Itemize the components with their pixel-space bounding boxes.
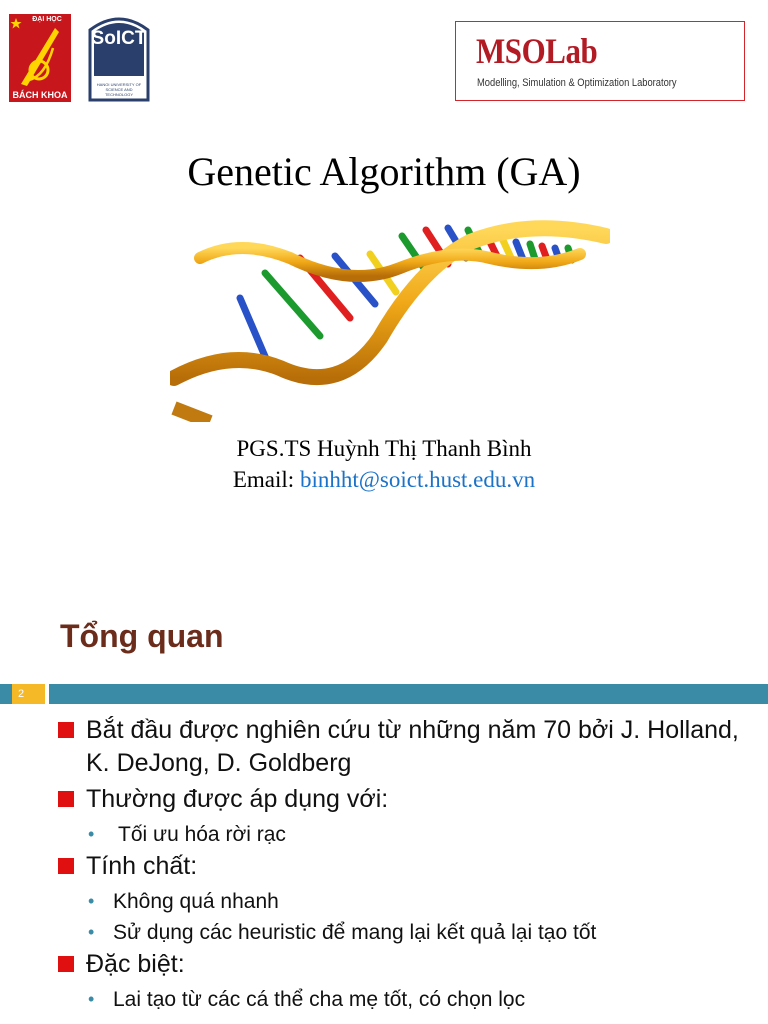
soict-logo-text: SoICT	[91, 28, 147, 49]
dot-bullet-icon: •	[88, 922, 95, 942]
sub-bullet-text: Sử dụng các heuristic để mang lại kết quả lại tạo tốt	[113, 921, 597, 944]
dot-bullet-icon: •	[88, 891, 95, 911]
sub-bullet-item	[58, 886, 758, 917]
slide-title: Genetic Algorithm (GA)	[187, 149, 581, 194]
bullet-item	[58, 783, 758, 816]
email-link[interactable]: binhht@soict.hust.edu.vn	[299, 467, 536, 492]
dot-bullet-icon: •	[88, 824, 95, 844]
soict-logo-subtext: HANOI UNIVERSITY OF SCIENCE AND TECHNOLOGY	[96, 82, 142, 97]
bullet-text: Đặc biệt:	[86, 950, 185, 978]
red-square-bullet-icon	[58, 722, 74, 738]
bullet-item	[58, 714, 758, 780]
sub-bullet-text: Không quá nhanh	[113, 890, 279, 913]
dna-helix-image	[170, 218, 610, 422]
msolab-title: MSOLab	[476, 31, 598, 71]
red-square-bullet-icon	[58, 858, 74, 874]
bullet-item	[58, 948, 758, 981]
bullet-item	[58, 850, 758, 883]
soict-logo	[88, 14, 150, 102]
msolab-subtitle: Modelling, Simulation & Optimization Laboratory	[477, 77, 677, 89]
page-number: 2	[12, 684, 49, 704]
bullet-text: Thường được áp dụng với:	[86, 785, 389, 813]
sub-bullet-item	[58, 819, 758, 850]
sub-bullet-item	[58, 917, 758, 948]
email-label: Email:	[232, 467, 300, 492]
bullet-text: Bắt đầu được nghiên cứu từ những năm 70 bởi J. Holland, K. DeJong, D. Goldberg	[86, 716, 739, 777]
email-line	[0, 467, 768, 493]
bullet-text: Tính chất:	[86, 852, 198, 880]
header-bar	[0, 684, 768, 704]
sub-bullet-item	[58, 984, 758, 1015]
red-square-bullet-icon	[58, 791, 74, 807]
bach-khoa-logo	[9, 14, 71, 102]
bach-khoa-top-text: ĐẠI HỌC	[32, 16, 62, 23]
author-name: PGS.TS Huỳnh Thị Thanh Bình	[236, 436, 532, 461]
overview-slide	[0, 590, 768, 1024]
msolab-logo	[455, 21, 745, 101]
bullet-list	[58, 714, 758, 1015]
sub-bullet-text: Tối ưu hóa rời rạc	[118, 823, 286, 846]
dot-bullet-icon: •	[88, 989, 95, 1009]
red-square-bullet-icon	[58, 956, 74, 972]
slide-heading: Tổng quan	[60, 618, 224, 654]
bach-khoa-bottom-text: BÁCH KHOA	[9, 88, 71, 102]
sub-bullet-text: Lai tạo từ các cá thể cha mẹ tốt, có chọn lọc	[113, 988, 526, 1011]
